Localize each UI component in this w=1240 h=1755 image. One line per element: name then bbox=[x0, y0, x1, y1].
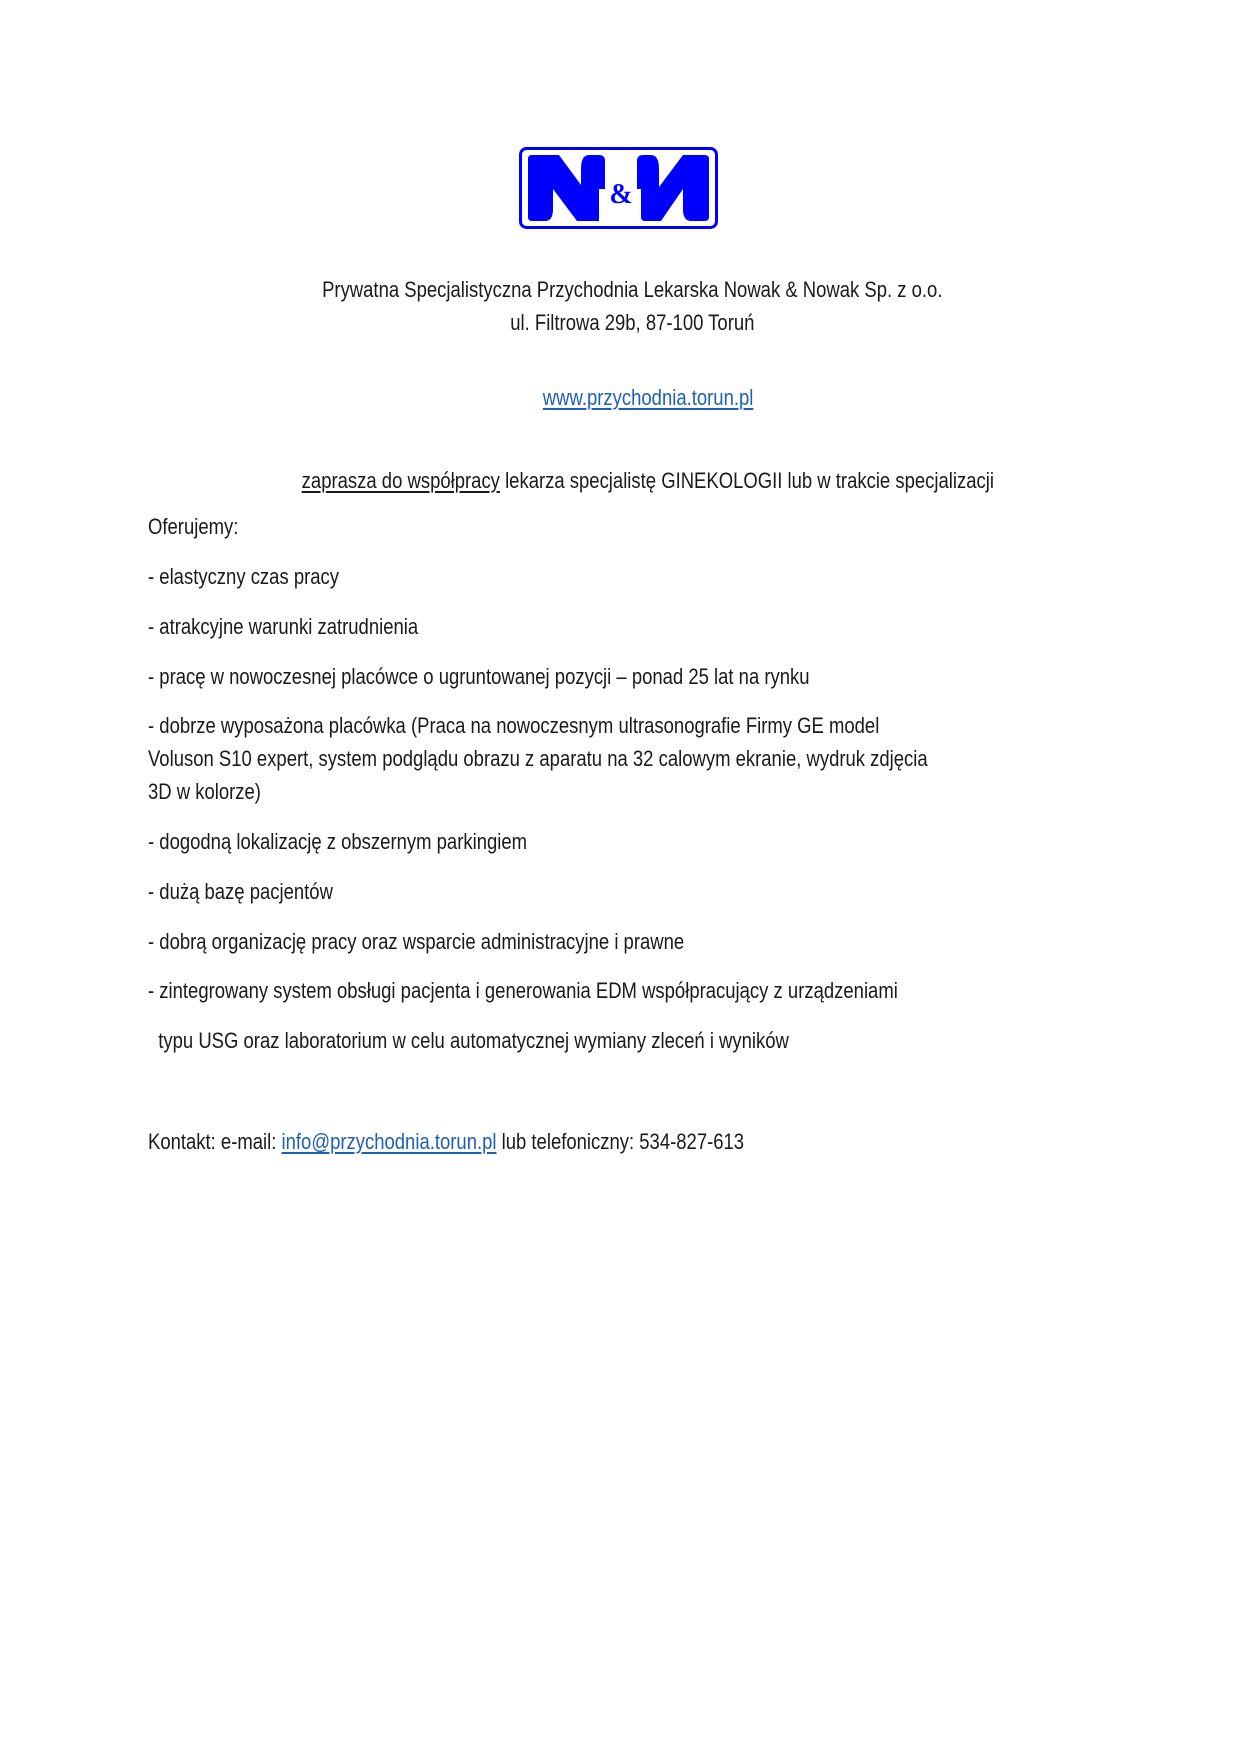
company-logo bbox=[519, 147, 718, 229]
contact-line bbox=[148, 1129, 744, 1155]
offer-item-continuation: typu USG oraz laboratorium w celu automatycznej wymiany zleceń i wyników bbox=[148, 1028, 789, 1053]
offer-item: - dobrze wyposażona placówka (Praca na nowoczesnym ultrasonografie Firmy GE model bbox=[148, 713, 880, 738]
invitation-text: lekarza specjalistę GINEKOLOGII lub w trakcie specjalizacji bbox=[499, 468, 994, 493]
website-link[interactable]: www.przychodnia.torun.pl bbox=[542, 385, 753, 410]
offer-item: - dobrą organizację pracy oraz wsparcie administracyjne i prawne bbox=[148, 929, 685, 954]
offer-item: - zintegrowany system obsługi pacjenta i generowania EDM współpracujący z urządzeniami bbox=[148, 978, 898, 1003]
logo-ampersand: & bbox=[609, 179, 633, 210]
contact-phone: 534-827-613 bbox=[639, 1129, 745, 1154]
offer-item: - dogodną lokalizację z obszernym parkingiem bbox=[148, 829, 528, 854]
offer-item: - pracę w nowoczesnej placówce o ugruntowanej pozycji – ponad 25 lat na rynku bbox=[148, 664, 810, 689]
email-link[interactable]: info@przychodnia.torun.pl bbox=[281, 1129, 497, 1154]
invitation-underlined: zaprasza do współpracy bbox=[301, 468, 500, 493]
company-name: Prywatna Specjalistyczna Przychodnia Lekarska Nowak & Nowak Sp. z o.o. bbox=[322, 277, 943, 302]
contact-middle: lub telefoniczny: bbox=[496, 1129, 640, 1154]
offer-heading: Oferujemy: bbox=[148, 514, 239, 539]
offer-item-continuation: Voluson S10 expert, system podglądu obrazu z aparatu na 32 calowym ekranie, wydruk zdjęcia bbox=[148, 746, 928, 771]
offer-item-continuation: 3D w kolorze) bbox=[148, 779, 261, 804]
company-address: ul. Filtrowa 29b, 87-100 Toruń bbox=[510, 310, 755, 335]
offer-item: - atrakcyjne warunki zatrudnienia bbox=[148, 614, 419, 639]
offer-item: - elastyczny czas pracy bbox=[148, 564, 340, 589]
contact-prefix: Kontakt: e-mail: bbox=[148, 1129, 282, 1154]
offer-item: - dużą bazę pacjentów bbox=[148, 879, 333, 904]
